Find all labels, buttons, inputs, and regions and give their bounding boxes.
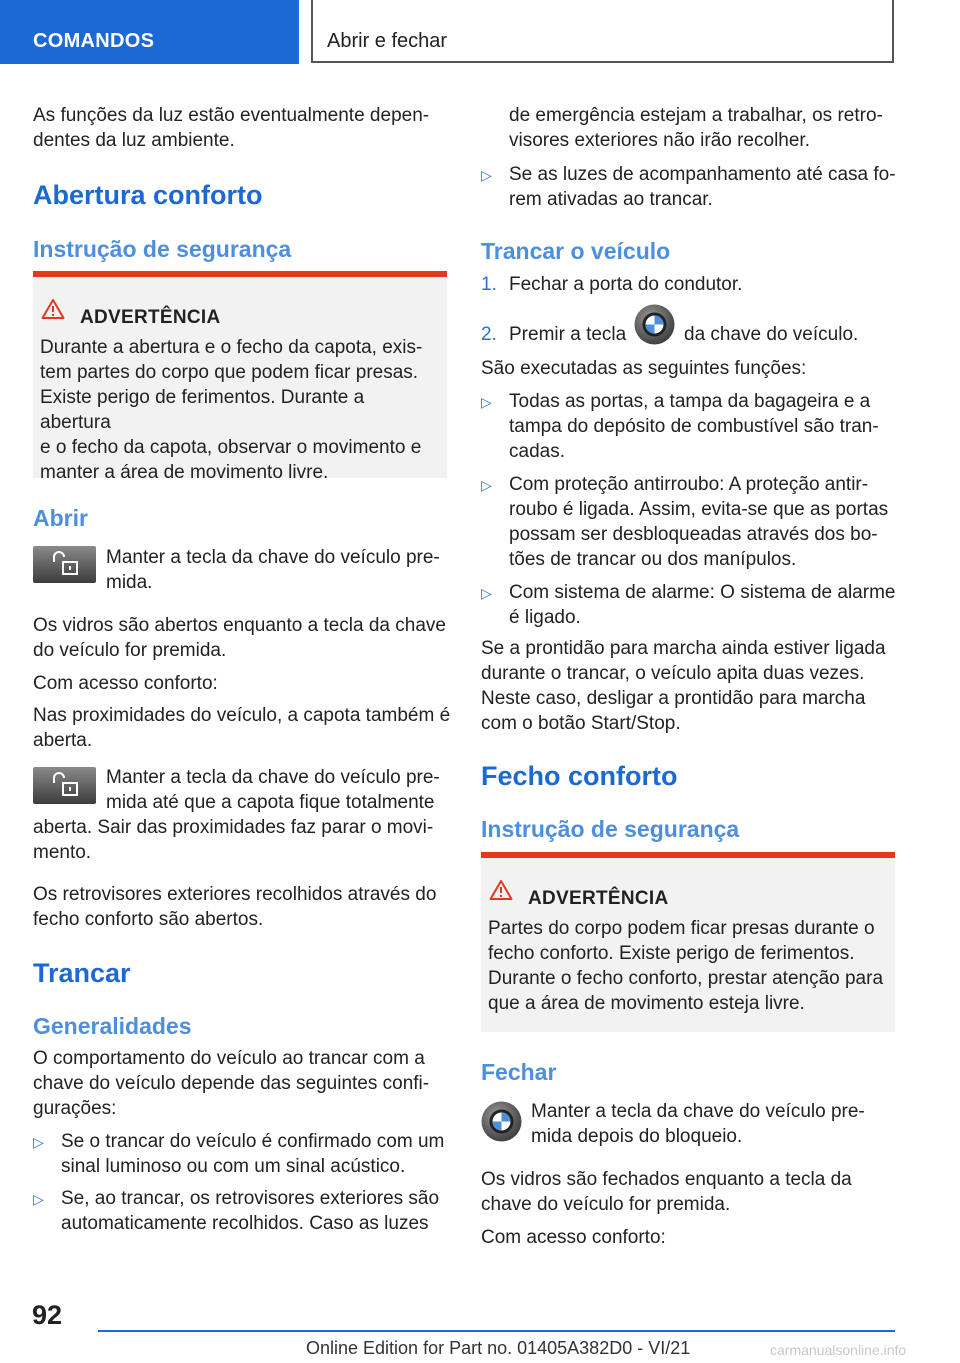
section-tab [0,0,299,64]
list-item: visores exteriores não irão recolher. [509,130,810,151]
chapter-title: Abrir e fechar [327,30,448,52]
warning-box [481,852,895,1032]
paragraph: fecho conforto são abertos. [33,909,264,930]
heading-instrucao-seguranca: Instrução de segurança [481,816,740,842]
paragraph: do veículo for premida. [33,640,227,661]
heading-abrir: Abrir [33,505,88,531]
edition-note: Online Edition for Part no. 01405A382D0 - VI/21 [306,1338,691,1358]
paragraph: aberta. [33,730,93,751]
paragraph: São executadas as seguintes funções: [481,358,807,379]
warning-box [33,271,447,483]
paragraph: gurações: [33,1098,117,1119]
bmw-key-button-icon [634,304,675,345]
intro-text: As funções da luz estão eventualmente depen- [33,105,430,126]
list-item: Todas as portas, a tampa da bagageira e a [509,391,871,412]
paragraph: Manter a tecla da chave do veículo pre- [106,767,440,788]
paragraph: Com acesso conforto: [481,1227,666,1248]
section-label: COMANDOS [33,30,155,52]
warning-text [40,335,439,485]
triangle-bullet-icon: ▷ [33,1134,44,1150]
paragraph: Os vidros são fechados enquanto a tecla da [481,1169,852,1190]
abrir-text: Manter a tecla da chave do veículo pre- [106,547,440,568]
heading-trancar: Trancar [33,958,131,988]
paragraph: chave do veículo for premida. [481,1194,731,1215]
heading-fecho-conforto: Fecho conforto [481,761,678,791]
unlock-key-icon [33,767,96,804]
warning-line: tem partes do corpo que podem ficar presas. [40,362,419,383]
list-item: tões de trancar ou dos manípulos. [509,549,797,570]
warning-line: Partes do corpo podem ficar presas durante o [488,918,875,939]
warning-line: manter a área de movimento livre. [40,462,329,483]
paragraph: O comportamento do veículo ao trancar com a [33,1048,425,1069]
list-item: Se o trancar do veículo é confirmado com um [61,1131,445,1152]
warning-line: e o fecho da capota, observar o movimento e [40,437,422,458]
paragraph: Manter a tecla da chave do veículo pre- [531,1101,865,1122]
bmw-key-button-icon [481,1101,522,1142]
heading-abertura-conforto: Abertura conforto [33,180,263,210]
paragraph: Os retrovisores exteriores recolhidos através do [33,884,437,905]
heading-fechar: Fechar [481,1059,557,1085]
triangle-bullet-icon: ▷ [481,477,492,493]
paragraph: Com acesso conforto: [33,673,218,694]
paragraph: Os vidros são abertos enquanto a tecla da chave [33,615,446,636]
step-text: Fechar a porta do condutor. [509,274,743,295]
warning-title: ADVERTÊNCIA [80,307,221,328]
paragraph: aberta. Sair das proximidades faz parar o movi- [33,817,434,838]
list-item: rem ativadas ao trancar. [509,189,713,210]
warning-line: Durante o fecho conforto, prestar atenção para [488,968,884,989]
abrir-text: mida. [106,572,153,593]
heading-trancar-veiculo: Trancar o veículo [481,238,671,264]
step-text: da chave do veículo. [684,324,859,345]
list-item: Se, ao trancar, os retrovisores exteriores são [61,1188,440,1209]
paragraph: Nas proximidades do veículo, a capota também é [33,705,451,726]
triangle-bullet-icon: ▷ [481,394,492,410]
watermark: carmanualsonline.info [770,1342,907,1358]
triangle-bullet-icon: ▷ [481,167,492,183]
list-item: roubo é ligada. Assim, evita-se que as portas [509,499,889,520]
heading-instrucao-seguranca: Instrução de segurança [33,236,292,262]
paragraph: com o botão Start/Stop. [481,713,681,734]
warning-line: fecho conforto. Existe perigo de ferimentos. [488,943,855,964]
chapter-header [311,0,894,63]
page-number: 92 [32,1300,63,1330]
list-item: tampa do depósito de combustível são tran- [509,416,879,437]
list-item: possam ser desbloqueadas através dos bo- [509,524,878,545]
list-item: automaticamente recolhidos. Caso as luzes [61,1213,429,1234]
step-text: Premir a tecla [509,324,627,345]
heading-generalidades: Generalidades [33,1013,192,1039]
paragraph: mida depois do bloqueio. [531,1126,743,1147]
triangle-bullet-icon: ▷ [33,1191,44,1207]
list-item: de emergência estejam a trabalhar, os retro- [509,105,883,126]
warning-triangle-icon [489,879,513,901]
paragraph: Neste caso, desligar a prontidão para marcha [481,688,866,709]
paragraph: Se a prontidão para marcha ainda estiver ligada [481,638,886,659]
list-item: Se as luzes de acompanhamento até casa fo- [509,164,896,185]
warning-line: que a área de movimento esteja livre. [488,993,805,1014]
warning-line: Durante a abertura e o fecho da capota, exis- [40,337,423,358]
paragraph: durante o trancar, o veículo apita duas vezes. [481,663,865,684]
intro-text: dentes da luz ambiente. [33,130,235,151]
list-item: cadas. [509,441,565,462]
list-item: é ligado. [509,607,581,628]
paragraph: chave do veículo depende das seguintes confi- [33,1073,430,1094]
list-item: sinal luminoso ou com um sinal acústico. [61,1156,406,1177]
warning-line: Existe perigo de ferimentos. Durante a abertura [40,387,365,433]
footer-divider [98,1330,895,1332]
warning-text [488,916,887,1016]
unlock-key-icon [33,546,96,583]
step-number: 2. [481,324,497,345]
triangle-bullet-icon: ▷ [481,585,492,601]
list-item: Com sistema de alarme: O sistema de alarme [509,582,896,603]
list-item: Com proteção antirroubo: A proteção antir- [509,474,869,495]
paragraph: mento. [33,842,92,863]
warning-title: ADVERTÊNCIA [528,888,669,909]
paragraph: mida até que a capota fique totalmente [106,792,435,813]
step-number: 1. [481,274,497,295]
warning-triangle-icon [41,298,65,320]
